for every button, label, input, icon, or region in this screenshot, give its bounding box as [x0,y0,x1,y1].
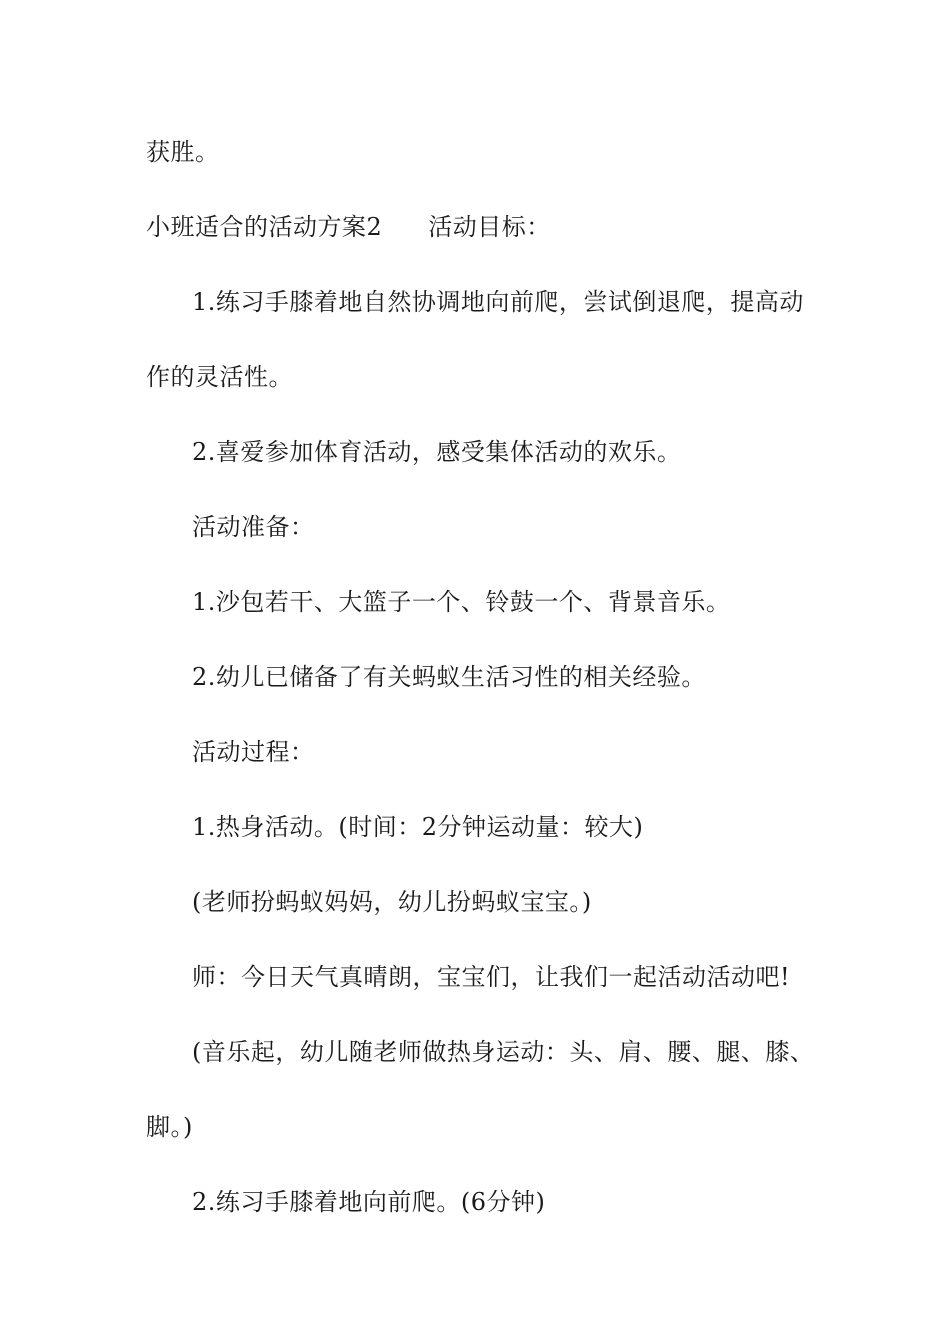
paragraph-text: 作的灵活性。 [146,363,293,391]
paragraph-text: 1.练习手膝着地自然协调地向前爬，尝试倒退爬，提高动 [192,288,804,316]
paragraph-text: (老师扮蚂蚁妈妈，幼儿扮蚂蚁宝宝。) [192,888,592,916]
subheading: 活动过程： [192,738,315,766]
paragraph-text: 2.幼儿已储备了有关蚂蚁生活习性的相关经验。 [192,663,706,691]
paragraph-text: 脚。) [146,1113,193,1141]
subheading: 活动准备： [192,513,315,541]
paragraph-text: 1.沙包若干、大篮子一个、铃鼓一个、背景音乐。 [192,588,731,616]
paragraph-text: 2.练习手膝着地向前爬。(6分钟) [192,1188,546,1216]
section-title: 小班适合的活动方案2 [146,213,383,241]
paragraph-text: 2.喜爱参加体育活动，感受集体活动的欢乐。 [192,438,682,466]
section-heading [146,211,551,243]
section-subheading: 活动目标： [428,213,551,241]
paragraph-text: 师：今日天气真晴朗，宝宝们，让我们一起活动活动吧! [192,963,791,991]
paragraph-text: (音乐起，幼儿随老师做热身运动：头、肩、腰、腿、膝、 [192,1038,815,1066]
paragraph-text: 1.热身活动。(时间：2分钟运动量：较大) [192,813,644,841]
paragraph-text: 获胜。 [146,138,220,166]
